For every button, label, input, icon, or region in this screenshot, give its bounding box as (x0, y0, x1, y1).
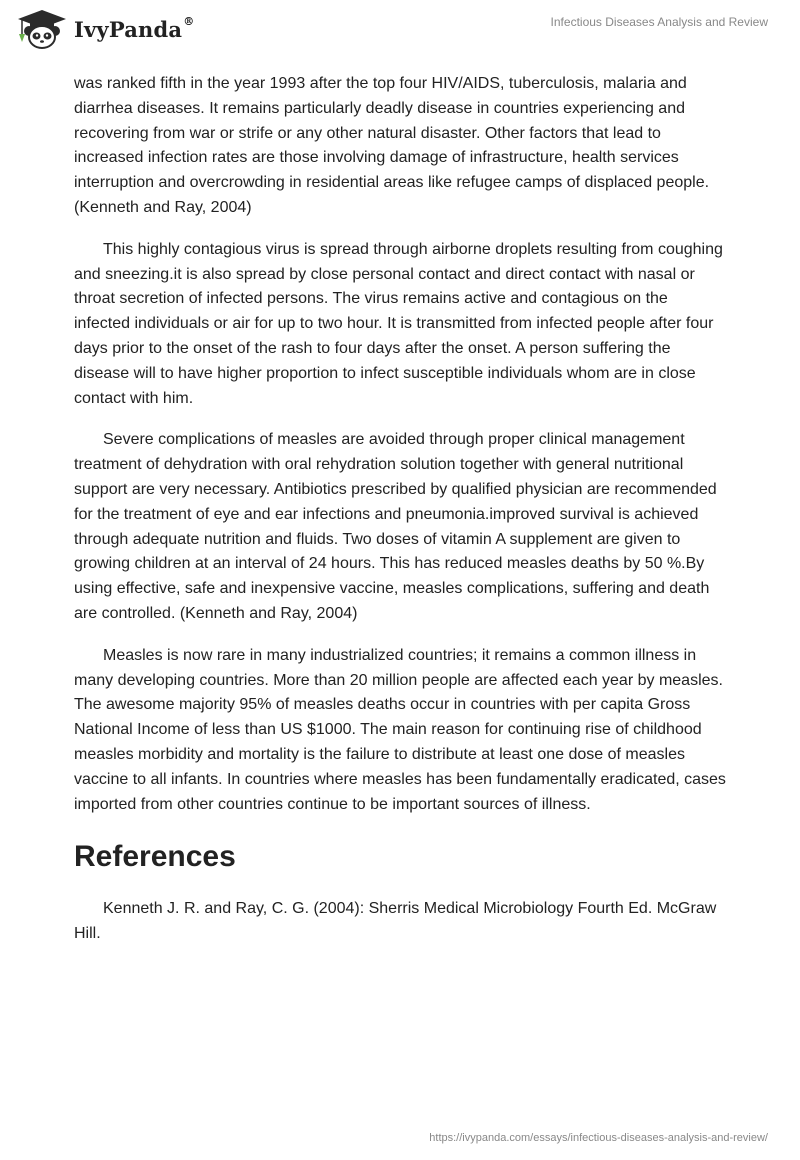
brand-name: IvyPanda® (74, 14, 195, 42)
body-paragraph: Measles is now rare in many industrialized countries; it remains a common illness in many developing countries. More than 20 million people are affected each year by measles. The awesome majority 95% of measles deaths occur in countries with per capita Gross National Income of less than US $1000. The main reason for continuing rise of childhood measles morbidity and mortality is the failure to distribute at least one dose of measles vaccine to all infants. In countries where measles has been fundamentally eradicated, cases imported from other countries continue to be important sources of illness. (74, 646, 726, 813)
panda-graduate-icon (16, 8, 68, 50)
reference-entry: Kenneth J. R. and Ray, C. G. (2004): Sherris Medical Microbiology Fourth Ed. McGraw Hill. (74, 900, 717, 943)
essay-content (74, 72, 726, 964)
source-url[interactable]: https://ivypanda.com/essays/infectious-diseases-analysis-and-review/ (429, 1132, 768, 1144)
body-paragraph: was ranked fifth in the year 1993 after the top four HIV/AIDS, tuberculosis, malaria and diarrhea diseases. It remains particularly deadly disease in countries experiencing and recovering from war or strife or any other natural disaster. Other factors that lead to increased infection rates are those involving damage of infrastructure, health services interruption and overcrowding in residential areas like refugee camps of displaced people. (Kenneth and Ray, 2004) (74, 75, 710, 216)
body-paragraph: This highly contagious virus is spread through airborne droplets resulting from coughing and sneezing.it is also spread by close personal contact and direct contact with nasal or throat secretion of infected persons. The virus remains active and contagious on the infected individuals or air for up to two hour. It is transmitted from infected people after four days prior to the onset of the rash to four days after the onset. A person suffering the disease will to have higher proportion to infect susceptible individuals whom are in close contact with him. (74, 240, 723, 407)
page-header (0, 0, 800, 70)
references-heading: References (74, 840, 236, 874)
body-paragraph: Severe complications of measles are avoided through proper clinical management treatment of dehydration with oral rehydration solution together with general nutritional support are very necessary. Antibiotics prescribed by qualified physician are recommended for the treatment of eye and ear infections and pneumonia.improved survival is achieved through adequate nutrition and fluids. Two doses of vitamin A supplement are given to growing children at an interval of 24 hours. This has reduced measles deaths by 50 %.By using effective, safe and inexpensive vaccine, measles complications, suffering and death are controlled. (Kenneth and Ray, 2004) (74, 431, 717, 622)
document-title: Infectious Diseases Analysis and Review (550, 15, 768, 29)
brand-logo[interactable] (16, 8, 194, 50)
